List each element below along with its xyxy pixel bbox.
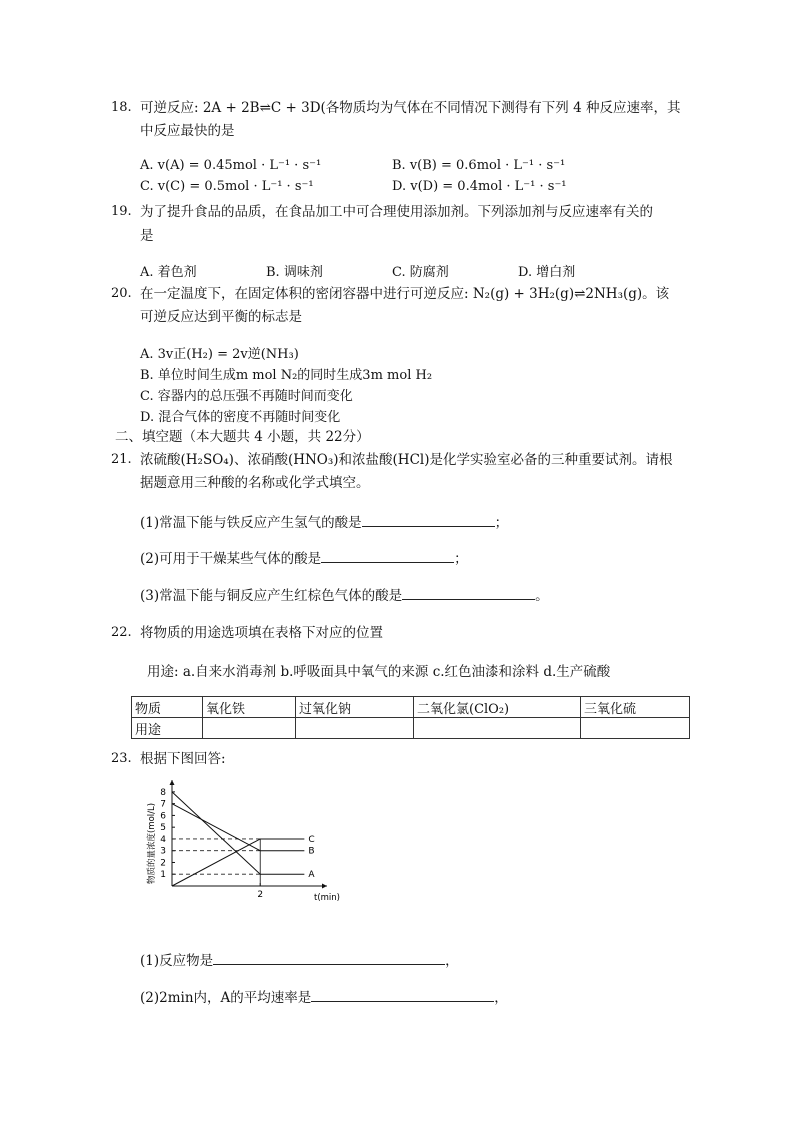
table-cell: 过氧化钠: [296, 697, 414, 718]
q22-usage-options: 用途: a.自来水消毒剂 b.呼吸面具中氧气的来源 c.红色油漆和涂料 d.生产硫酸: [147, 664, 611, 680]
q19-option-b[interactable]: B. 调味剂: [266, 265, 323, 280]
y-tick-label: 6: [160, 811, 166, 822]
q22-number: 22.: [111, 625, 132, 640]
series-label-A: A: [308, 870, 315, 881]
q19-stem-line2: 是: [140, 228, 154, 244]
q21-sub3-end: 。: [535, 588, 549, 604]
q18-option-d[interactable]: D. v(D) = 0.4mol · L⁻¹ · s⁻¹: [392, 179, 567, 194]
table-cell-input[interactable]: [581, 718, 690, 739]
q23-sub1-blank[interactable]: [213, 950, 445, 965]
q18-stem-line2: 中反应最快的是: [140, 123, 235, 139]
q21-sub1-end: ；: [494, 515, 509, 531]
q20-stem-line2: 可逆反应达到平衡的标志是: [140, 309, 302, 325]
y-tick-label: 8: [160, 787, 166, 798]
y-axis-arrow: [170, 780, 175, 785]
q22-stem: 将物质的用途选项填在表格下对应的位置: [140, 625, 383, 641]
q21-sub3-blank[interactable]: [402, 585, 535, 600]
y-tick-label: 7: [160, 799, 166, 810]
q23-number: 23.: [111, 751, 132, 766]
table-cell-input[interactable]: [296, 718, 414, 739]
q23-sub2-text: (2)2min内，A的平均速率是: [140, 990, 312, 1006]
q21-stem-line1: 浓硫酸(H₂SO₄)、浓硝酸(HNO₃)和浓盐酸(HCl)是化学实验室必备的三种重要试剂。请根: [140, 452, 673, 468]
q19-option-d[interactable]: D. 增白剂: [518, 265, 576, 280]
y-tick-label: 3: [160, 846, 166, 857]
y-tick-label: 2: [160, 858, 166, 869]
series-line-A: [172, 792, 304, 874]
q23-sub1: [140, 950, 459, 971]
q19-option-c[interactable]: C. 防腐剂: [392, 265, 449, 280]
y-tick-label: 1: [160, 870, 166, 881]
table-cell: 物质: [132, 697, 203, 718]
series-line-C: [172, 839, 304, 886]
q19-stem-line1: 为了提升食品的品质，在食品加工中可合理使用添加剂。下列添加剂与反应速率有关的: [140, 204, 653, 220]
concentration-chart: [140, 778, 340, 908]
q23-sub1-end: ，: [445, 953, 459, 969]
q21-sub3: [140, 585, 549, 606]
table-row: [132, 718, 690, 739]
x-axis-arrow: [322, 884, 327, 889]
q18-number: 18.: [111, 100, 132, 115]
q23-sub1-text: (1)反应物是: [140, 953, 214, 969]
section-heading: 二、填空题（本大题共 4 小题，共 22分）: [115, 429, 370, 445]
q20-option-c[interactable]: C. 容器内的总压强不再随时间而变化: [140, 389, 353, 404]
q23-sub2-end: ，: [494, 990, 508, 1006]
q21-stem-line2: 据题意用三种酸的名称或化学式填空。: [140, 475, 370, 491]
table-cell-input[interactable]: [203, 718, 296, 739]
x-tick-label: 2: [257, 890, 264, 900]
q20-option-a[interactable]: A. 3v正(H₂) = 2v逆(NH₃): [140, 347, 299, 362]
y-axis-label: 物质的量浓度(mol/L): [147, 802, 157, 884]
q21-sub2-text: (2)可用于干燥某些气体的酸是: [140, 551, 322, 567]
x-axis-label: t(min): [314, 893, 340, 903]
table-row: [132, 697, 690, 718]
q18-option-a[interactable]: A. v(A) = 0.45mol · L⁻¹ · s⁻¹: [140, 158, 322, 173]
q21-sub1: [140, 512, 508, 533]
q21-sub3-text: (3)常温下能与铜反应产生红棕色气体的酸是: [140, 588, 403, 604]
q21-sub1-blank[interactable]: [362, 512, 495, 527]
q23-stem: 根据下图回答:: [140, 751, 226, 767]
usage-table: [131, 696, 690, 739]
y-tick-label: 5: [160, 823, 166, 834]
table-cell: 二氧化氯(ClO₂): [414, 697, 581, 718]
table-cell-input[interactable]: [414, 718, 581, 739]
q20-option-b[interactable]: B. 单位时间生成m mol N₂的同时生成3m mol H₂: [140, 368, 433, 383]
q18-option-b[interactable]: B. v(B) = 0.6mol · L⁻¹ · s⁻¹: [392, 158, 566, 173]
q20-stem-line1: 在一定温度下，在固定体积的密闭容器中进行可逆反应: N₂(g) + 3H₂(g)⇌2NH₃(g)。该: [140, 286, 670, 302]
series-label-B: B: [308, 846, 315, 857]
q21-sub2: [140, 548, 468, 569]
table-cell: 氧化铁: [203, 697, 296, 718]
y-tick-label: 4: [160, 834, 166, 845]
q19-number: 19.: [111, 204, 132, 219]
table-cell: 三氧化硫: [581, 697, 690, 718]
q21-number: 21.: [111, 452, 132, 467]
q18-option-c[interactable]: C. v(C) = 0.5mol · L⁻¹ · s⁻¹: [140, 179, 314, 194]
q21-sub1-text: (1)常温下能与铁反应产生氢气的酸是: [140, 515, 362, 531]
series-label-C: C: [308, 834, 315, 845]
q21-sub2-end: ；: [454, 551, 468, 567]
q21-sub2-blank[interactable]: [321, 548, 454, 563]
q20-number: 20.: [111, 286, 132, 301]
q19-option-a[interactable]: A. 着色剂: [140, 265, 197, 280]
table-cell: 用途: [132, 718, 203, 739]
q18-stem-line1: 可逆反应: 2A + 2B⇌C + 3D(各物质均为气体在不同情况下测得有下列 4 种反应速率，其: [140, 100, 681, 116]
q20-option-d[interactable]: D. 混合气体的密度不再随时间变化: [140, 410, 341, 425]
q23-sub2: [140, 987, 508, 1008]
q23-sub2-blank[interactable]: [311, 987, 494, 1002]
